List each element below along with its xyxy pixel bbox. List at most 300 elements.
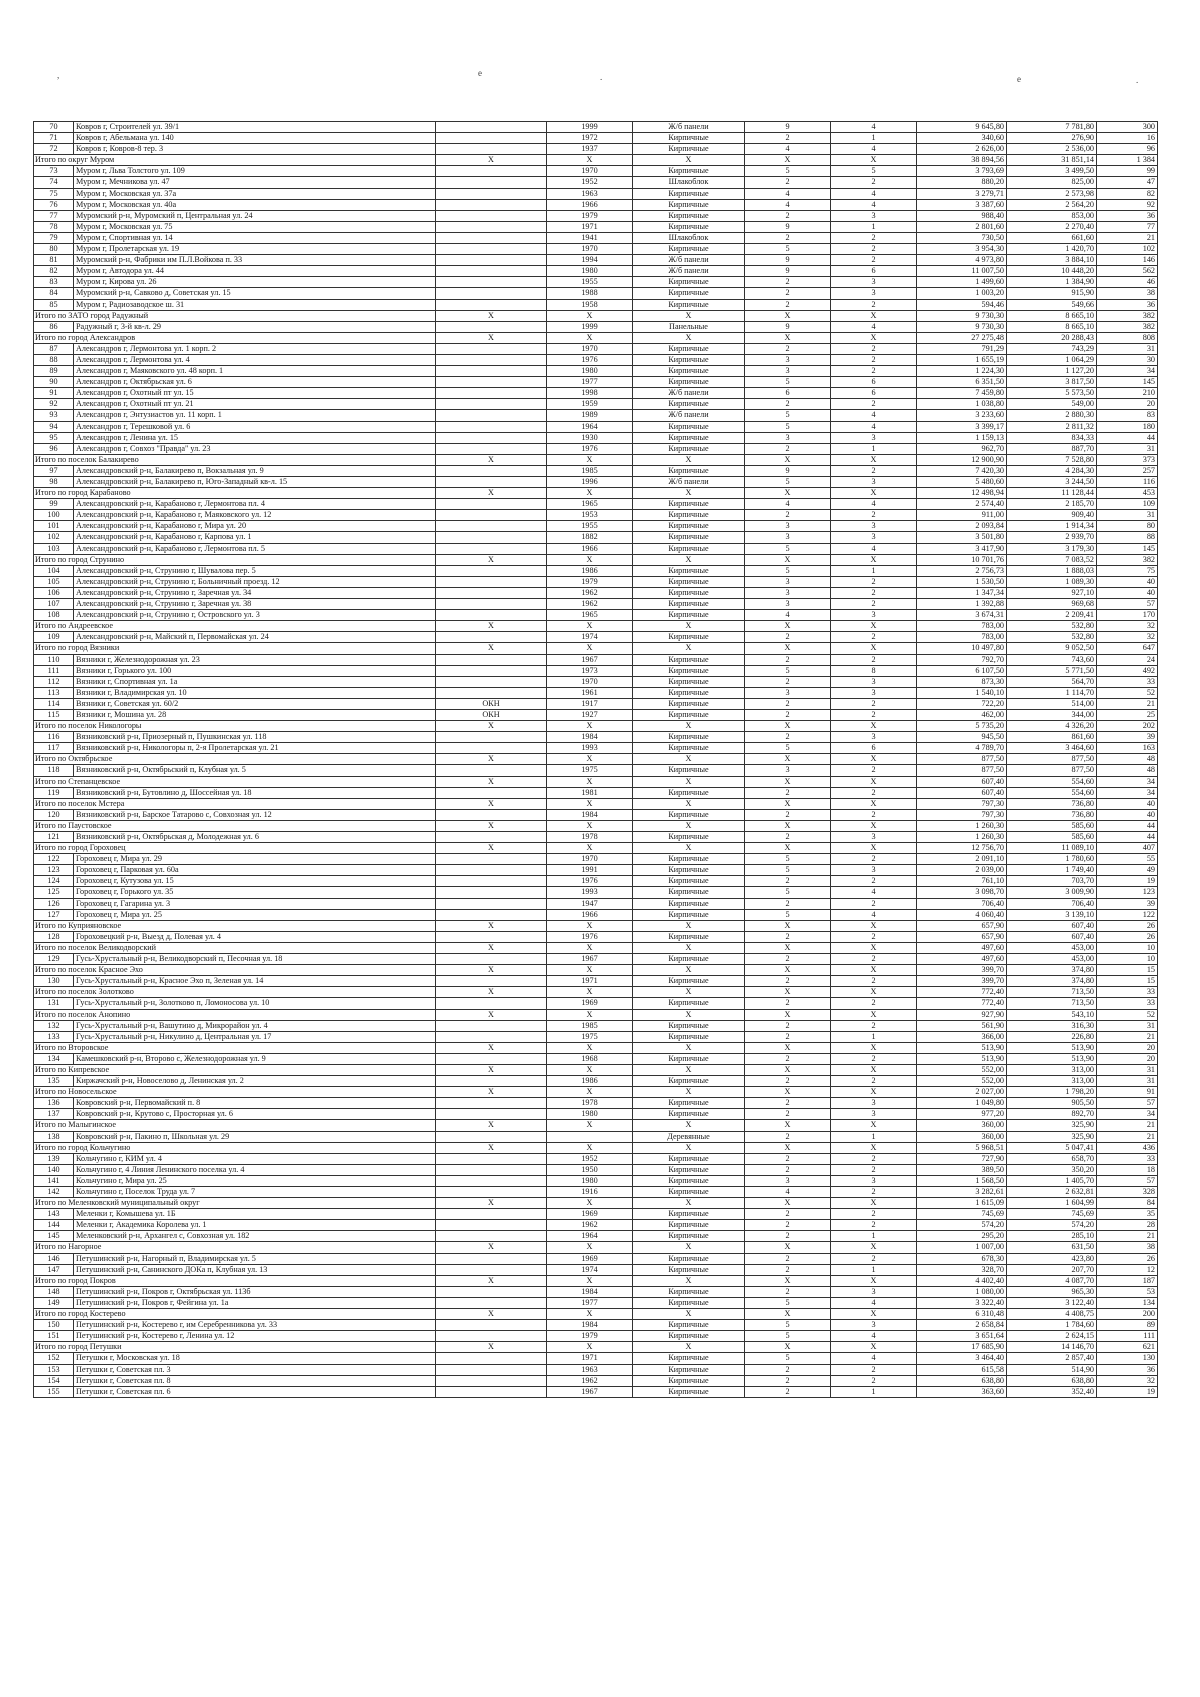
table-cell: 3 [745, 366, 831, 377]
table-cell: 2 [745, 1209, 831, 1220]
table-cell: 39 [1097, 732, 1158, 743]
table-cell: Меленковский р-н, Архангел с, Совхозная ул. 182 [74, 1231, 436, 1242]
subtotal-cell: 407 [1097, 843, 1158, 854]
table-cell: 772,40 [917, 998, 1007, 1009]
table-cell: 57 [1097, 1175, 1158, 1186]
table-cell: 2 [745, 277, 831, 288]
table-cell: 48 [1097, 765, 1158, 776]
table-cell: 2 [745, 133, 831, 144]
table-cell: 4 [745, 610, 831, 621]
table-cell: 125 [34, 887, 74, 898]
table-cell: 1979 [547, 1331, 633, 1342]
table-cell: 3 122,40 [1007, 1297, 1097, 1308]
table-cell: Петушинский р-н, Санинского ДОКа п, Клубная ул. 13 [74, 1264, 436, 1275]
subtotal-cell: X [633, 798, 745, 809]
table-cell: 7 420,30 [917, 465, 1007, 476]
table-row [34, 1353, 1158, 1364]
table-cell: 154 [34, 1375, 74, 1386]
table-row [34, 1320, 1158, 1331]
table-row [34, 787, 1158, 798]
table-cell: 4 [745, 144, 831, 155]
table-cell: 24 [1097, 654, 1158, 665]
table-cell: 880,20 [917, 177, 1007, 188]
table-cell: 3 [831, 277, 917, 288]
table-cell: 3 817,50 [1007, 377, 1097, 388]
table-cell: Кирпичные [633, 765, 745, 776]
subtotal-cell: 554,60 [1007, 776, 1097, 787]
table-cell: Гусь-Хрустальный р-н, Вашутино д, Микрорайон ул. 4 [74, 1020, 436, 1031]
table-cell: Кирпичные [633, 1353, 745, 1364]
subtotal-label: Итого по поселок Золотково [34, 987, 436, 998]
table-row [34, 898, 1158, 909]
subtotal-cell: X [831, 488, 917, 499]
table-cell: 39 [1097, 898, 1158, 909]
subtotal-cell: 783,00 [917, 621, 1007, 632]
table-cell: 4 [831, 909, 917, 920]
table-row [34, 765, 1158, 776]
table-cell: 2 573,98 [1007, 188, 1097, 199]
table-row [34, 632, 1158, 643]
table-cell: 80 [1097, 521, 1158, 532]
subtotal-cell: X [633, 1120, 745, 1131]
table-cell: 3 [831, 676, 917, 687]
table-cell: 2 [831, 998, 917, 1009]
table-row [34, 599, 1158, 610]
subtotal-row [34, 554, 1158, 565]
table-cell: 33 [1097, 676, 1158, 687]
table-cell: Кирпичные [633, 1220, 745, 1231]
table-cell: 549,66 [1007, 299, 1097, 310]
table-cell: 107 [34, 599, 74, 610]
table-cell: Муром г, Московская ул. 37а [74, 188, 436, 199]
subtotal-cell: 382 [1097, 310, 1158, 321]
table-cell: 513,90 [1007, 1053, 1097, 1064]
table-cell: 132 [34, 1020, 74, 1031]
table-row [34, 1020, 1158, 1031]
table-cell: 133 [34, 1031, 74, 1042]
table-cell: Кирпичные [633, 166, 745, 177]
table-cell: ОКН [436, 709, 547, 720]
table-row [34, 510, 1158, 521]
table-cell: Ж/б панели [633, 266, 745, 277]
table-cell: Петушинский р-н, Костерево г, им Серебренникова ул. 33 [74, 1320, 436, 1331]
table-cell: 585,60 [1007, 832, 1097, 843]
subtotal-cell: X [831, 776, 917, 787]
table-cell: 170 [1097, 610, 1158, 621]
table-cell: 1955 [547, 277, 633, 288]
table-cell: Петушинский р-н, Костерево г, Ленина ул. 12 [74, 1331, 436, 1342]
subtotal-cell: X [831, 643, 917, 654]
subtotal-cell: X [745, 798, 831, 809]
table-cell: 9 730,30 [917, 321, 1007, 332]
table-cell: 607,40 [917, 787, 1007, 798]
table-cell [436, 443, 547, 454]
subtotal-cell: 585,60 [1007, 820, 1097, 831]
table-row [34, 1164, 1158, 1175]
table-cell: 1977 [547, 377, 633, 388]
subtotal-cell: 808 [1097, 332, 1158, 343]
table-cell: 638,80 [1007, 1375, 1097, 1386]
table-cell: Кирпичные [633, 887, 745, 898]
table-cell: 134 [1097, 1297, 1158, 1308]
table-cell: 513,90 [917, 1053, 1007, 1064]
table-cell [436, 221, 547, 232]
subtotal-cell: X [633, 1275, 745, 1286]
table-cell: 145 [1097, 377, 1158, 388]
subtotal-cell: 12 498,94 [917, 488, 1007, 499]
table-cell: 1965 [547, 499, 633, 510]
subtotal-cell: X [831, 554, 917, 565]
subtotal-cell: X [745, 776, 831, 787]
table-row [34, 1109, 1158, 1120]
subtotal-row [34, 1009, 1158, 1020]
table-cell: 497,60 [917, 954, 1007, 965]
table-cell: 3 098,70 [917, 887, 1007, 898]
table-row [34, 1131, 1158, 1142]
table-row [34, 288, 1158, 299]
subtotal-cell: X [633, 965, 745, 976]
table-cell: Ковров г, Строителей ул. 39/1 [74, 122, 436, 133]
table-cell: 115 [34, 709, 74, 720]
table-cell: 873,30 [917, 676, 1007, 687]
subtotal-cell: X [547, 776, 633, 787]
subtotal-cell: 927,90 [917, 1009, 1007, 1020]
table-cell: 1988 [547, 288, 633, 299]
table-cell: 3 [745, 521, 831, 532]
table-cell: 4 [831, 410, 917, 421]
table-cell: 136 [34, 1098, 74, 1109]
table-cell: 7 459,80 [917, 388, 1007, 399]
table-cell: 615,58 [917, 1364, 1007, 1375]
table-cell: 2 [831, 698, 917, 709]
table-cell: 1974 [547, 632, 633, 643]
subtotal-cell: X [547, 1342, 633, 1353]
table-cell: 2 [831, 876, 917, 887]
table-cell: 1 159,13 [917, 432, 1007, 443]
table-cell: 3 387,60 [917, 199, 1007, 210]
table-row [34, 1364, 1158, 1375]
table-cell: 1989 [547, 410, 633, 421]
table-cell: 1973 [547, 665, 633, 676]
table-cell: 226,80 [1007, 1031, 1097, 1042]
table-cell: Кирпичные [633, 565, 745, 576]
table-row [34, 954, 1158, 965]
subtotal-cell: 32 [1097, 621, 1158, 632]
scan-mark: e [1017, 74, 1021, 84]
table-cell: 1930 [547, 432, 633, 443]
table-row [34, 232, 1158, 243]
subtotal-cell: 48 [1097, 754, 1158, 765]
table-cell: 2 [831, 244, 917, 255]
table-cell: 36 [1097, 1364, 1158, 1375]
table-cell: 40 [1097, 576, 1158, 587]
table-cell: 1 [831, 1031, 917, 1042]
table-row [34, 244, 1158, 255]
table-cell: Кирпичные [633, 876, 745, 887]
table-cell: 88 [34, 354, 74, 365]
table-cell: 2 [745, 1253, 831, 1264]
table-cell: 2 [745, 898, 831, 909]
table-cell [436, 587, 547, 598]
subtotal-cell: 7 083,52 [1007, 554, 1097, 565]
subtotal-label: Итого по Меленковский муниципальный округ [34, 1198, 436, 1209]
table-cell: 1 [831, 221, 917, 232]
table-cell [436, 599, 547, 610]
table-cell: 2 039,00 [917, 865, 1007, 876]
table-cell: Кирпичные [633, 188, 745, 199]
table-cell [436, 499, 547, 510]
table-cell: 83 [34, 277, 74, 288]
table-cell: 3 282,61 [917, 1187, 1007, 1198]
table-cell: 116 [1097, 477, 1158, 488]
table-cell [436, 1153, 547, 1164]
table-cell: 2 [831, 898, 917, 909]
table-cell: Ж/б панели [633, 255, 745, 266]
table-cell: 3 464,40 [917, 1353, 1007, 1364]
subtotal-cell: X [633, 554, 745, 565]
table-cell [436, 1076, 547, 1087]
table-cell: Кирпичные [633, 732, 745, 743]
table-cell: 111 [34, 665, 74, 676]
table-cell: Гороховец г, Гагарина ул. 3 [74, 898, 436, 909]
table-cell: Кирпичные [633, 1153, 745, 1164]
table-cell: 1998 [547, 388, 633, 399]
subtotal-cell: 84 [1097, 1198, 1158, 1209]
table-cell: 1979 [547, 210, 633, 221]
table-cell: 3 009,90 [1007, 887, 1097, 898]
subtotal-cell: X [633, 1142, 745, 1153]
table-cell: 1963 [547, 1364, 633, 1375]
table-cell [436, 321, 547, 332]
table-cell: 44 [1097, 832, 1158, 843]
table-cell: Гороховец г, Мира ул. 25 [74, 909, 436, 920]
table-cell: 285,10 [1007, 1231, 1097, 1242]
table-cell [436, 1297, 547, 1308]
table-cell: 3 [745, 576, 831, 587]
table-cell: 5 [745, 477, 831, 488]
table-cell [436, 765, 547, 776]
table-cell: 2 880,30 [1007, 410, 1097, 421]
subtotal-cell: X [436, 754, 547, 765]
table-cell: 47 [1097, 177, 1158, 188]
subtotal-label: Итого по поселок Великодворский [34, 942, 436, 953]
table-cell: Гусь-Хрустальный р-н, Золотково п, Ломоносова ул. 10 [74, 998, 436, 1009]
table-cell: 9 [745, 266, 831, 277]
subtotal-cell: X [831, 621, 917, 632]
subtotal-cell: X [436, 310, 547, 321]
table-row [34, 809, 1158, 820]
table-row [34, 543, 1158, 554]
table-cell: 340,60 [917, 133, 1007, 144]
table-cell: 969,68 [1007, 599, 1097, 610]
table-cell: 2 [745, 1375, 831, 1386]
table-cell [436, 1131, 547, 1142]
scan-mark: e [478, 68, 482, 78]
table-cell: 2 [745, 1076, 831, 1087]
table-cell [436, 277, 547, 288]
subtotal-cell: X [436, 1120, 547, 1131]
table-cell: 129 [34, 954, 74, 965]
table-cell: Александров г, Терешковой ул. 6 [74, 421, 436, 432]
table-cell: 399,70 [917, 976, 1007, 987]
table-cell: 77 [34, 210, 74, 221]
table-cell: 87 [34, 343, 74, 354]
table-cell: 31 [1097, 443, 1158, 454]
subtotal-cell: X [633, 843, 745, 854]
table-cell: 1975 [547, 765, 633, 776]
table-cell: Александровский р-н, Балакирево п, Вокзальная ул. 9 [74, 465, 436, 476]
table-cell: Александровский р-н, Карабаново г, Лермонтова пл. 5 [74, 543, 436, 554]
table-cell: Вязниковский р-н, Октябрьская д, Молодежная ул. 6 [74, 832, 436, 843]
table-cell: 3 884,10 [1007, 255, 1097, 266]
subtotal-cell: X [436, 1198, 547, 1209]
table-cell: 4 [831, 421, 917, 432]
table-cell [436, 377, 547, 388]
table-cell [436, 410, 547, 421]
table-cell: 927,10 [1007, 587, 1097, 598]
table-cell: 148 [34, 1286, 74, 1297]
subtotal-cell: X [633, 454, 745, 465]
subtotal-cell: 2 027,00 [917, 1087, 1007, 1098]
table-cell [436, 177, 547, 188]
table-cell: Александровский р-н, Струнино г, Заречная ул. 34 [74, 587, 436, 598]
table-cell: 1 888,03 [1007, 565, 1097, 576]
subtotal-cell: 621 [1097, 1342, 1158, 1353]
table-cell: Кирпичные [633, 931, 745, 942]
table-cell: 1970 [547, 854, 633, 865]
table-cell: Петушки г, Советская пл. 8 [74, 1375, 436, 1386]
subtotal-row [34, 843, 1158, 854]
subtotal-cell: 797,30 [917, 798, 1007, 809]
table-cell: Кирпичные [633, 632, 745, 643]
table-cell: Кольчугино г, 4 Линия Ленинского поселка ул. 4 [74, 1164, 436, 1175]
table-cell: 105 [34, 576, 74, 587]
table-cell: 1 392,88 [917, 599, 1007, 610]
subtotal-cell: X [547, 310, 633, 321]
table-row [34, 221, 1158, 232]
table-cell [436, 543, 547, 554]
subtotal-cell: 513,90 [917, 1042, 1007, 1053]
table-cell [436, 166, 547, 177]
table-cell: 977,20 [917, 1109, 1007, 1120]
table-cell: 915,90 [1007, 288, 1097, 299]
subtotal-cell: 543,10 [1007, 1009, 1097, 1020]
table-cell: Кирпичные [633, 865, 745, 876]
table-cell: 892,70 [1007, 1109, 1097, 1120]
table-cell: 124 [34, 876, 74, 887]
table-cell: 1968 [547, 1053, 633, 1064]
table-cell: Кирпичные [633, 665, 745, 676]
table-cell: Кирпичные [633, 809, 745, 820]
table-cell: 32 [1097, 632, 1158, 643]
table-cell: 1 568,50 [917, 1175, 1007, 1186]
subtotal-cell: 360,00 [917, 1120, 1007, 1131]
table-cell: 108 [34, 610, 74, 621]
table-cell: 6 [831, 266, 917, 277]
table-cell: 5 [831, 166, 917, 177]
subtotal-cell: X [436, 332, 547, 343]
subtotal-cell: 8 665,10 [1007, 310, 1097, 321]
table-cell: 100 [34, 510, 74, 521]
table-cell: 1952 [547, 177, 633, 188]
subtotal-row [34, 1087, 1158, 1098]
subtotal-row [34, 987, 1158, 998]
table-cell: 363,60 [917, 1386, 1007, 1397]
table-row [34, 377, 1158, 388]
table-cell: 2 [745, 288, 831, 299]
table-cell: 1971 [547, 221, 633, 232]
table-cell: Кирпичные [633, 1320, 745, 1331]
table-cell: 210 [1097, 388, 1158, 399]
table-cell: 1978 [547, 832, 633, 843]
table-cell: Кольчугино г, Мира ул. 25 [74, 1175, 436, 1186]
table-cell: 146 [34, 1253, 74, 1264]
table-cell [436, 665, 547, 676]
subtotal-cell: 10 701,76 [917, 554, 1007, 565]
table-cell: 4 [831, 122, 917, 133]
table-row [34, 133, 1158, 144]
table-cell: Вязники г, Железнодорожная ул. 23 [74, 654, 436, 665]
table-cell: 96 [1097, 144, 1158, 155]
table-row [34, 388, 1158, 399]
table-cell: 1981 [547, 787, 633, 798]
subtotal-cell: 736,80 [1007, 798, 1097, 809]
table-cell [436, 931, 547, 942]
table-cell: 2 [745, 1164, 831, 1175]
table-row [34, 410, 1158, 421]
subtotal-cell: X [436, 798, 547, 809]
table-cell: 2 [831, 765, 917, 776]
table-cell: Кирпичные [633, 299, 745, 310]
table-cell: 1964 [547, 1231, 633, 1242]
table-cell: 1 [831, 1131, 917, 1142]
table-row [34, 931, 1158, 942]
table-cell: 49 [1097, 865, 1158, 876]
table-cell: 1969 [547, 1253, 633, 1264]
table-cell: Ковров г, Абельмана ул. 140 [74, 133, 436, 144]
subtotal-cell: X [547, 1087, 633, 1098]
table-cell: Кирпичные [633, 399, 745, 410]
table-cell: Кирпичные [633, 1286, 745, 1297]
subtotal-cell: X [436, 643, 547, 654]
table-cell: 1 914,34 [1007, 521, 1097, 532]
table-cell [436, 743, 547, 754]
subtotal-cell: X [436, 920, 547, 931]
table-cell: Вязники г, Советская ул. 60/2 [74, 698, 436, 709]
subtotal-cell: X [547, 454, 633, 465]
table-cell [436, 1253, 547, 1264]
table-cell: 276,90 [1007, 133, 1097, 144]
subtotal-cell: 33 [1097, 987, 1158, 998]
table-cell: Кирпичные [633, 832, 745, 843]
table-cell: 352,40 [1007, 1386, 1097, 1397]
table-cell: 10 448,20 [1007, 266, 1097, 277]
table-cell: 82 [1097, 188, 1158, 199]
table-cell: 4 [831, 543, 917, 554]
table-cell: Кирпичные [633, 343, 745, 354]
table-cell: 853,00 [1007, 210, 1097, 221]
table-cell: 3 322,40 [917, 1297, 1007, 1308]
table-row [34, 521, 1158, 532]
housing-table-sheet [33, 121, 1157, 1398]
table-cell [436, 299, 547, 310]
subtotal-cell: 374,80 [1007, 965, 1097, 976]
table-cell: 2 756,73 [917, 565, 1007, 576]
subtotal-cell: X [831, 155, 917, 166]
subtotal-row [34, 454, 1158, 465]
table-cell: 3 793,69 [917, 166, 1007, 177]
subtotal-cell: X [547, 754, 633, 765]
